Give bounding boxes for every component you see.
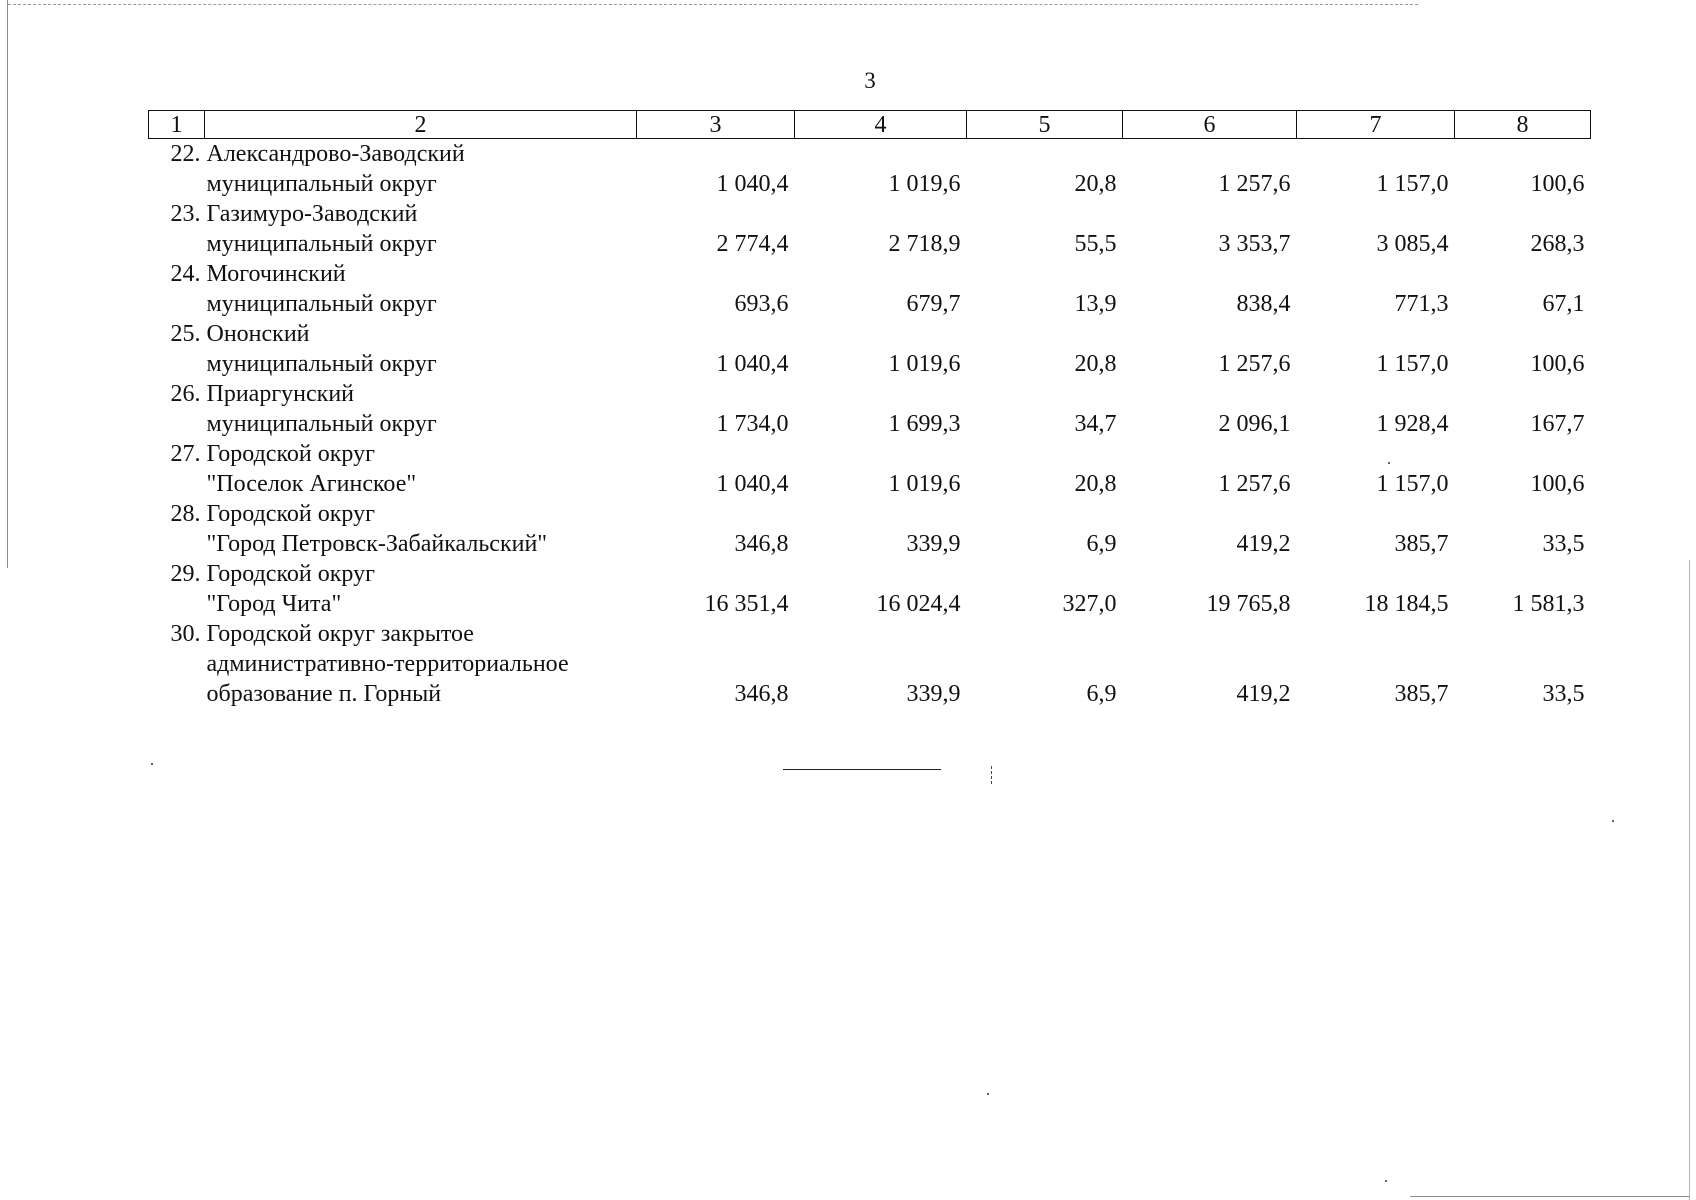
- column-header-6: 6: [1123, 111, 1297, 139]
- column-header-8: 8: [1455, 111, 1591, 139]
- value-col-6: 1 257,6: [1218, 471, 1291, 497]
- value-col-3: 1 040,4: [716, 351, 789, 377]
- value-col-6: 2 096,1: [1218, 411, 1291, 437]
- row-name-line: Городской округ: [206, 501, 375, 527]
- value-col-8: 33,5: [1542, 531, 1585, 557]
- value-col-8: 268,3: [1530, 231, 1585, 257]
- allocation-table: [148, 110, 1591, 709]
- value-col-3: 346,8: [734, 681, 789, 707]
- row-index: 25.: [170, 321, 201, 347]
- column-header-2: 2: [205, 111, 637, 139]
- row-name-line: Городской округ закрытое: [206, 621, 474, 647]
- row-name-line: Городской округ: [206, 441, 375, 467]
- value-col-4: 339,9: [906, 681, 961, 707]
- table-row: [149, 379, 1591, 439]
- value-col-5: 20,8: [1074, 471, 1117, 497]
- value-col-3: 1 040,4: [716, 171, 789, 197]
- value-col-6: 1 257,6: [1218, 351, 1291, 377]
- scan-bottom-edge: [1410, 1196, 1690, 1197]
- value-col-4: 1 019,6: [888, 351, 961, 377]
- table-row: [149, 619, 1591, 709]
- page-number: 3: [864, 68, 876, 93]
- row-name: [205, 379, 637, 439]
- value-col-5: 55,5: [1074, 231, 1117, 257]
- row-name-line: Городской округ: [206, 561, 375, 587]
- scan-speck: [987, 1093, 989, 1095]
- value-col-3: 1 040,4: [716, 471, 789, 497]
- row-name-line: Могочинский: [206, 261, 346, 287]
- value-col-4: 339,9: [906, 531, 961, 557]
- table-row: [149, 199, 1591, 259]
- row-index: 24.: [170, 261, 201, 287]
- end-of-table-rule: [783, 769, 941, 770]
- scan-speck: [151, 763, 153, 765]
- column-header-1: 1: [149, 111, 205, 139]
- value-col-8: 1 581,3: [1512, 591, 1585, 617]
- table-row: [149, 559, 1591, 619]
- value-col-7: 1 157,0: [1376, 171, 1449, 197]
- table-row: [149, 499, 1591, 559]
- value-col-7: 3 085,4: [1376, 231, 1449, 257]
- value-col-7: 1 157,0: [1376, 351, 1449, 377]
- value-col-6: 419,2: [1236, 531, 1291, 557]
- value-col-8: 100,6: [1530, 471, 1585, 497]
- row-name-line: муниципальный округ: [206, 291, 437, 317]
- value-col-6: 838,4: [1236, 291, 1291, 317]
- row-name-line: Ононский: [206, 321, 310, 347]
- table-row: [149, 439, 1591, 499]
- value-col-4: 16 024,4: [876, 591, 961, 617]
- value-col-5: 13,9: [1074, 291, 1117, 317]
- column-header-7: 7: [1297, 111, 1455, 139]
- value-col-7: 18 184,5: [1364, 591, 1449, 617]
- value-col-7: 385,7: [1394, 681, 1449, 707]
- value-col-4: 2 718,9: [888, 231, 961, 257]
- row-name-line: Александрово-Заводский: [206, 141, 465, 167]
- row-name-line: "Поселок Агинское": [206, 471, 417, 497]
- row-name-line: Газимуро-Заводский: [206, 201, 418, 227]
- value-col-3: 693,6: [734, 291, 789, 317]
- scan-speck: [1385, 1180, 1387, 1182]
- value-col-5: 327,0: [1062, 591, 1117, 617]
- row-name: [205, 499, 637, 559]
- row-name: [205, 439, 637, 499]
- value-col-6: 3 353,7: [1218, 231, 1291, 257]
- scan-left-edge: [7, 0, 8, 568]
- column-header-5: 5: [967, 111, 1123, 139]
- row-name: [205, 259, 637, 319]
- value-col-5: 20,8: [1074, 351, 1117, 377]
- row-name: [205, 139, 637, 200]
- value-col-4: 1 019,6: [888, 171, 961, 197]
- row-name-line: "Город Петровск-Забайкальский": [206, 531, 548, 557]
- row-name: [205, 319, 637, 379]
- value-col-7: 1 928,4: [1376, 411, 1449, 437]
- value-col-6: 19 765,8: [1206, 591, 1291, 617]
- value-col-3: 1 734,0: [716, 411, 789, 437]
- column-number-header-row: [149, 111, 1591, 139]
- row-name: [205, 619, 637, 709]
- row-index: 30.: [170, 621, 201, 647]
- value-col-8: 167,7: [1530, 411, 1585, 437]
- value-col-4: 679,7: [906, 291, 961, 317]
- table-row: [149, 319, 1591, 379]
- value-col-3: 346,8: [734, 531, 789, 557]
- value-col-5: 20,8: [1074, 171, 1117, 197]
- scan-top-edge: [8, 4, 1418, 5]
- scan-mark: [991, 766, 993, 784]
- value-col-7: 771,3: [1394, 291, 1449, 317]
- table-row: [149, 139, 1591, 200]
- value-col-3: 16 351,4: [704, 591, 789, 617]
- row-index: 26.: [170, 381, 201, 407]
- row-index: 28.: [170, 501, 201, 527]
- value-col-5: 6,9: [1086, 681, 1117, 707]
- value-col-7: 385,7: [1394, 531, 1449, 557]
- value-col-6: 1 257,6: [1218, 171, 1291, 197]
- value-col-5: 6,9: [1086, 531, 1117, 557]
- row-name-line: муниципальный округ: [206, 411, 437, 437]
- value-col-8: 100,6: [1530, 171, 1585, 197]
- table-row: [149, 259, 1591, 319]
- value-col-5: 34,7: [1074, 411, 1117, 437]
- column-header-3: 3: [637, 111, 795, 139]
- value-col-6: 419,2: [1236, 681, 1291, 707]
- column-header-4: 4: [795, 111, 967, 139]
- row-name: [205, 559, 637, 619]
- row-index: 27.: [170, 441, 201, 467]
- value-col-7: 1 157,0: [1376, 471, 1449, 497]
- row-name-line: Приаргунский: [206, 381, 355, 407]
- scan-speck: [1612, 820, 1614, 822]
- row-name-line: муниципальный округ: [206, 351, 437, 377]
- value-col-4: 1 019,6: [888, 471, 961, 497]
- row-name-line: "Город Чита": [206, 591, 342, 617]
- value-col-3: 2 774,4: [716, 231, 789, 257]
- value-col-8: 100,6: [1530, 351, 1585, 377]
- row-name-line: образование п. Горный: [206, 681, 442, 707]
- value-col-8: 67,1: [1542, 291, 1585, 317]
- value-col-4: 1 699,3: [888, 411, 961, 437]
- row-index: 23.: [170, 201, 201, 227]
- scan-right-edge: [1689, 560, 1690, 1200]
- row-name-line: муниципальный округ: [206, 231, 437, 257]
- value-col-8: 33,5: [1542, 681, 1585, 707]
- row-index: 29.: [170, 561, 201, 587]
- row-name-line: муниципальный округ: [206, 171, 437, 197]
- row-name-line: административно-территориальное: [206, 651, 569, 677]
- row-name: [205, 199, 637, 259]
- row-index: 22.: [170, 141, 201, 167]
